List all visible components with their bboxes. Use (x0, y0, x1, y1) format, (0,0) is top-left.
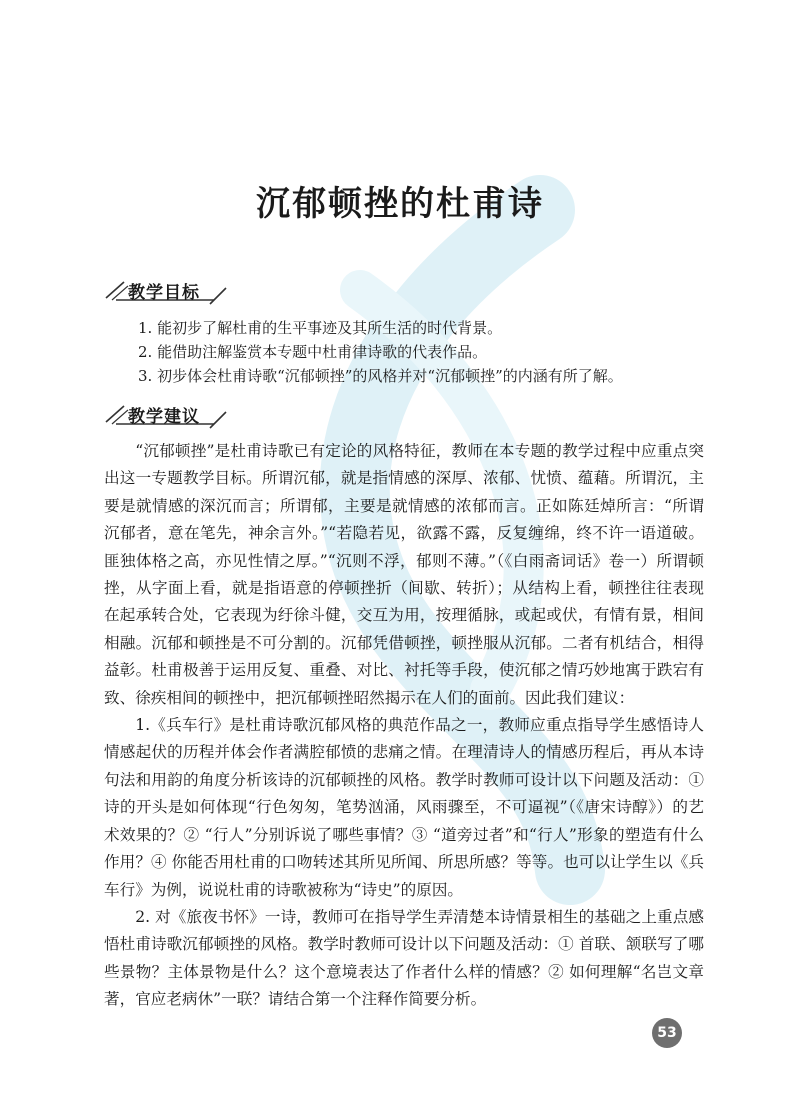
page-title: 沉郁顿挫的杜甫诗 (256, 184, 544, 224)
suggestions-body (104, 438, 704, 1014)
goal-item: 3. 初步体会杜甫诗歌“沉郁顿挫”的风格并对“沉郁顿挫”的内涵有所了解。 (138, 367, 623, 385)
paragraph: “沉郁顿挫”是杜甫诗歌已有定论的风格特征，教师在本专题的教学过程中应重点突出这一专题教学目标。所谓沉郁，就是指情感的深厚、浓郁、忧愤、蕴藉。所谓沉，主要是就情感的深沉而言；所谓郁，主要是就情感的浓郁而言。正如陈廷焯所言：“所谓沉郁者，意在笔先，神余言外。”“若隐若见，欲露不露，反复缠绵，终不许一语道破。匪独体格之高，亦见性情之厚。”“沉则不浮，郁则不薄。”（《白雨斋词话》卷一）所谓顿挫，从字面上看，就是指语意的停顿挫折（间歇、转折）；从结构上看，顿挫往往表现在起承转合处，它表现为纡徐斗健，交互为用，按理循脉，或起或伏，有情有景，相间相融。沉郁和顿挫是不可分割的。沉郁凭借顿挫，顿挫服从沉郁。二者有机结合，相得益彰。杜甫极善于运用反复、重叠、对比、衬托等手段，使沉郁之情巧妙地寓于跌宕有致、徐疾相间的顿挫中，把沉郁顿挫昭然揭示在人们的面前。因此我们建议： (104, 442, 704, 707)
goal-item: 1. 能初步了解杜甫的生平事迹及其所生活的时代背景。 (138, 319, 503, 337)
page-number-badge: 53 (652, 1018, 682, 1048)
section-title-goals: 教学目标 (128, 283, 200, 303)
paragraph: 2. 对《旅夜书怀》一诗，教师可在指导学生弄清楚本诗情景相生的基础之上重点感悟杜甫诗歌沉郁顿挫的风格。教学时教师可设计以下问题及活动：① 首联、颔联写了哪些景物？主体景物是什么？这个意境表达了作者什么样的情感？② 如何理解“名岂文章著，官应老病休”一联？请结合第一个注释作简要分析。 (104, 907, 704, 1009)
section-header-suggestions (102, 400, 232, 430)
goals-list (138, 316, 698, 388)
section-title-suggestions: 教学建议 (128, 407, 200, 427)
paragraph: 1.《兵车行》是杜甫诗歌沉郁风格的典范作品之一，教师应重点指导学生感悟诗人情感起伏的历程并体会作者满腔郁愤的悲痛之情。在理清诗人的情感历程后，再从本诗句法和用韵的角度分析该诗的沉郁顿挫的风格。教学时教师可设计以下问题及活动：① 诗的开头是如何体现“行色匆匆，笔势汹涌，风雨骤至，不可逼视”（《唐宋诗醇》）的艺术效果的？② “行人”分别诉说了哪些事情？③ “道旁过者”和“行人”形象的塑造有什么作用？④ 你能否用杜甫的口吻转述其所见所闻、所思所感？等等。也可以让学生以《兵车行》为例，说说杜甫的诗歌被称为“诗史”的原因。 (104, 716, 704, 899)
section-header-goals (102, 276, 232, 306)
goal-item: 2. 能借助注解鉴赏本专题中杜甫律诗歌的代表作品。 (138, 343, 488, 361)
